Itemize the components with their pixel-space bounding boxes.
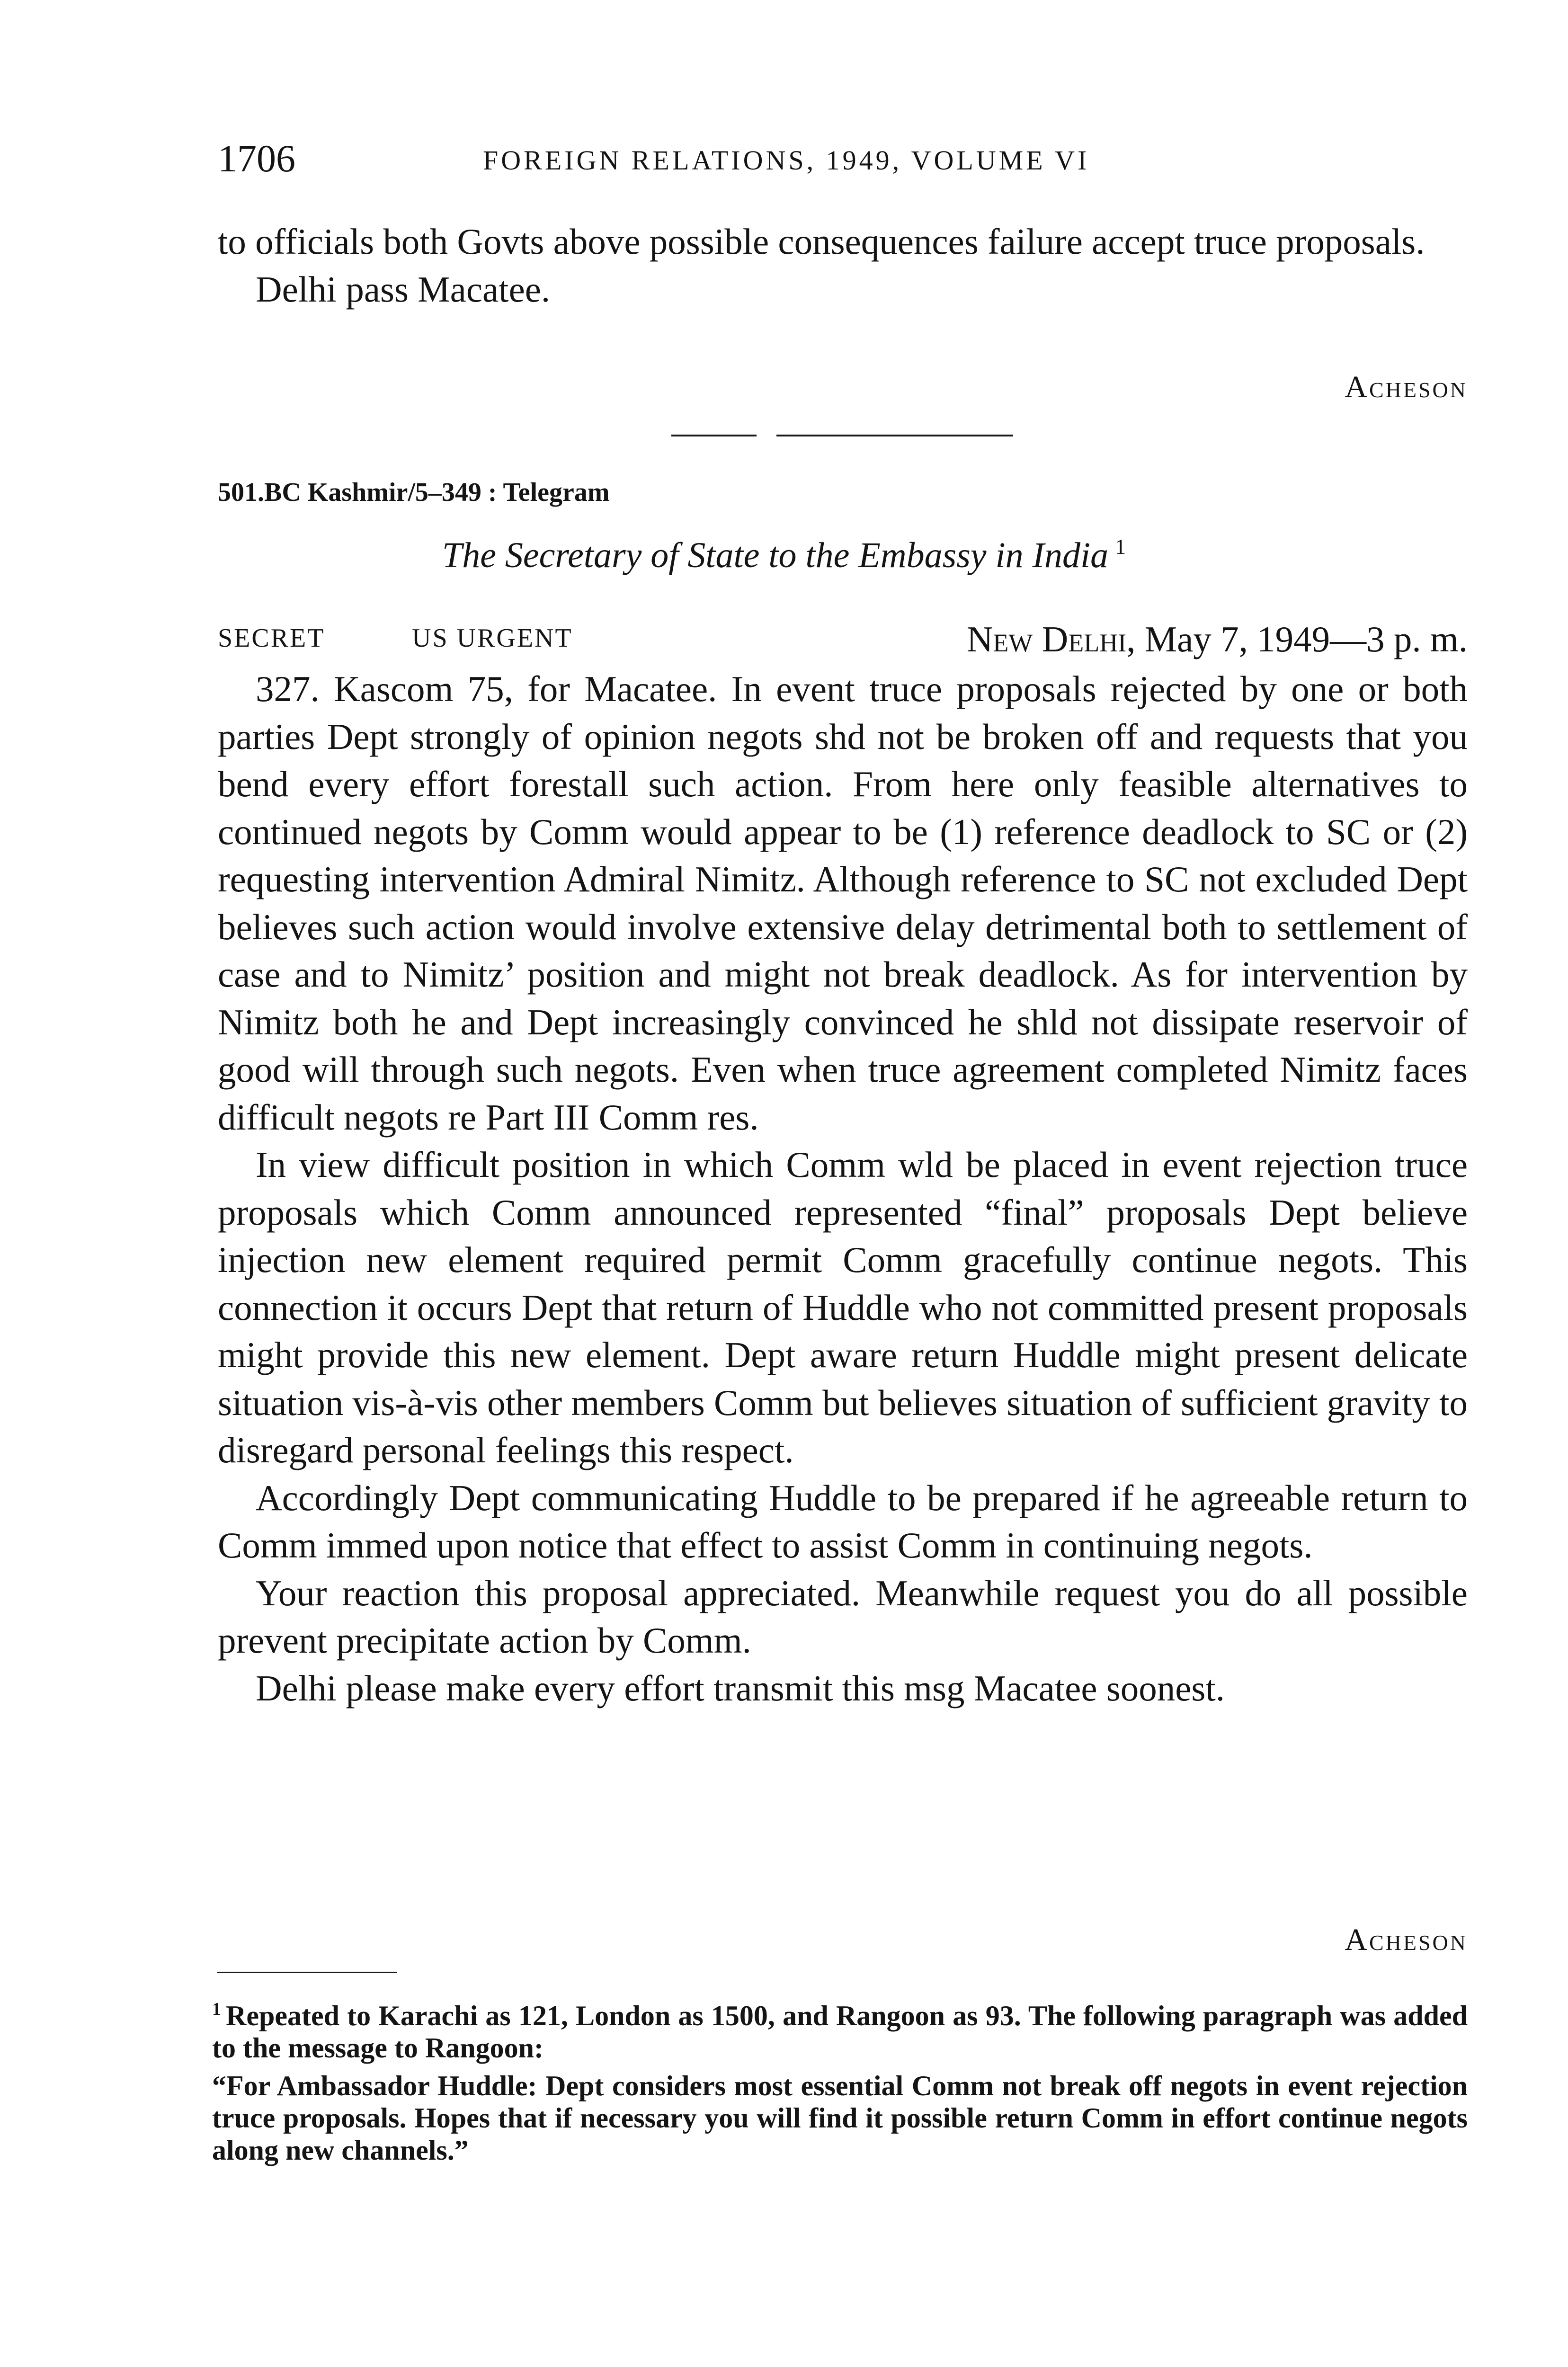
urgency-label: US URGENT — [412, 623, 573, 653]
signature: Acheson — [1345, 1922, 1468, 1957]
paragraph: Delhi please make every effort transmit this msg Macatee soonest. — [256, 1667, 1225, 1709]
document-title — [0, 523, 1568, 579]
previous-document-text — [218, 218, 1468, 313]
telegram-body — [218, 665, 1468, 1712]
file-reference: 501.BC Kashmir/5–349 : Telegram — [218, 478, 610, 507]
paragraph: to officials both Govts above possible consequences failure accept truce proposals. — [218, 221, 1425, 262]
paragraph: Accordingly Dept communicating Huddle to be prepared if he agreeable return to Comm immed upon notice that effect to assist Comm in continuing negots. — [218, 1477, 1468, 1566]
footnote — [212, 1993, 1468, 2064]
signature: Acheson — [1345, 370, 1468, 404]
footnotes — [212, 1993, 1468, 2172]
running-head: FOREIGN RELATIONS, 1949, VOLUME VI — [483, 145, 1090, 176]
footnote-text: Repeated to Karachi as 121, London as 1500, and Rangoon as 93. The following paragraph was added to the message to Rangoon: — [212, 2000, 1468, 2064]
page-header — [218, 135, 1468, 187]
document-title-text: The Secretary of State to the Embassy in India — [442, 535, 1109, 575]
paragraph: Delhi pass Macatee. — [256, 268, 551, 310]
paragraph: Your reaction this proposal appreciated. Meanwhile request you do all possible prevent precipitate action by Comm. — [218, 1572, 1468, 1661]
dateline-place: New Delhi, — [966, 619, 1136, 659]
separator-rule — [776, 435, 1013, 436]
telegram-meta — [218, 615, 1468, 663]
footnote — [212, 2070, 1468, 2166]
page-number: 1706 — [218, 137, 295, 180]
paragraph: 327. Kascom 75, for Macatee. In event truce proposals rejected by one or both parties Dept strongly of opinion negots shd not be broken off and requests that you bend every effort forestall such action. From here only feasible alternatives to continued negots by Comm would appear to be (1) reference deadlock to SC or (2) requesting intervention Admiral Nimitz. Although reference to SC not excluded Dept believes such action would involve extensive delay detrimental both to settlement of case and to Nimitz’ position and might not break deadlock. As for intervention by Nimitz both he and Dept increasingly convinced he shld not dissipate reservoir of good will through such negots. Even when truce agreement completed Nimitz faces difficult negots re Part III Comm res. — [218, 668, 1468, 1138]
footnote-text: “For Ambassador Huddle: Dept considers most essential Comm not break off negots in event rejection truce proposals. Hopes that if necessary you will find it possible return Comm in effort continue negots along new channels.” — [212, 2070, 1468, 2166]
dateline-date: May 7, 1949—3 p. m. — [1144, 619, 1468, 659]
classification-label: SECRET — [218, 623, 325, 653]
dateline — [967, 615, 1468, 663]
separator-rule — [671, 435, 757, 436]
footnote-mark: 1 — [1115, 534, 1126, 559]
footnote-rule — [217, 1972, 397, 1973]
paragraph: In view difficult position in which Comm wld be placed in event rejection truce proposals which Comm announced represented “final” proposals Dept believe injection new element required permit Comm gracefully continue negots. This connection it occurs Dept that return of Huddle who not committed present proposals might provide this new element. Dept aware return Huddle might present delicate situation vis-à-vis other members Comm but believes situation of sufficient gravity to disregard personal feelings this respect. — [218, 1144, 1468, 1470]
footnote-mark: 1 — [212, 1999, 221, 2019]
